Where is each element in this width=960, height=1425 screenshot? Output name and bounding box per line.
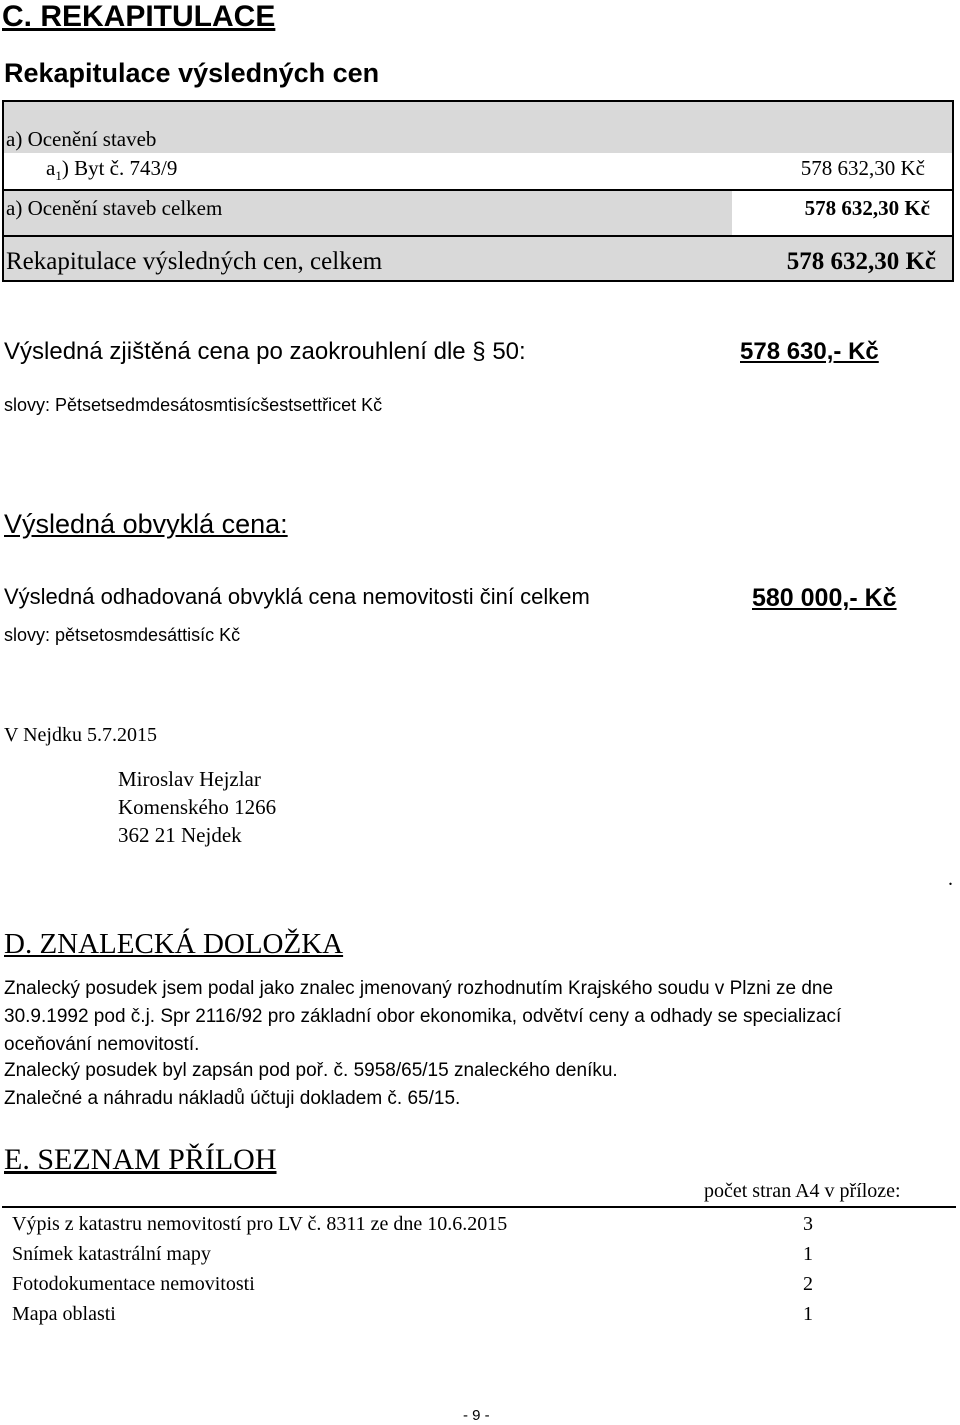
row-buildings-label: a) Ocenění staveb — [6, 127, 157, 151]
row-buildings-total-label: a) Ocenění staveb celkem — [6, 196, 223, 220]
attachment-name: Mapa oblasti — [12, 1303, 116, 1325]
attachment-pages-header: počet stran A4 v příloze: — [704, 1180, 901, 1202]
row-buildings-total-value: 578 632,30 Kč — [804, 196, 930, 220]
section-c-heading: C. REKAPITULACE — [2, 0, 276, 33]
recap-title: Rekapitulace výsledných cen — [4, 58, 380, 88]
clause-line: 30.9.1992 pod č.j. Spr 2116/92 pro základní obor ekonomika, odvětví ceny a odhady se specializací — [4, 1006, 842, 1027]
row-flat-value: 578 632,30 Kč — [800, 156, 925, 180]
clause-line: oceňování nemovitostí. — [4, 1034, 200, 1055]
row-flat-prefix: a — [46, 156, 56, 180]
clause-line: Znalecký posudek jsem podal jako znalec jmenovaný rozhodnutím Krajského soudu v Plzni ze dne — [4, 978, 834, 999]
attachment-header-rule — [2, 1206, 956, 1208]
row-flat-label — [46, 156, 177, 184]
rounded-price-value: 578 630,- Kč — [740, 338, 879, 365]
expert-street: Komenského 1266 — [118, 795, 277, 819]
rounded-price-label: Výsledná zjištěná cena po zaokrouhlení dle § 50: — [4, 338, 526, 365]
clause-line: Znalečné a náhradu nákladů účtuji dokladem č. 65/15. — [4, 1088, 461, 1109]
usual-price-words: slovy: pětsetosmdesáttisíc Kč — [4, 625, 241, 645]
expert-city: 362 21 Nejdek — [118, 823, 242, 847]
stray-dot: . — [948, 868, 953, 890]
attachment-name: Fotodokumentace nemovitosti — [12, 1273, 255, 1295]
place-date: V Nejdku 5.7.2015 — [4, 724, 157, 746]
attachment-pages: 2 — [803, 1273, 813, 1295]
attachment-pages: 1 — [803, 1303, 813, 1325]
row-flat-suffix: ) Byt č. 743/9 — [61, 156, 178, 180]
attachment-pages: 1 — [803, 1243, 813, 1265]
usual-price-value: 580 000,- Kč — [752, 584, 897, 612]
section-d-heading: D. ZNALECKÁ DOLOŽKA — [4, 928, 344, 960]
rounded-price-words: slovy: Pětsetsedmdesátosmtisícšestsettřicet Kč — [4, 395, 383, 415]
usual-price-heading: Výsledná obvyklá cena: — [4, 509, 288, 539]
row-flat-subscript: 1 — [55, 168, 62, 184]
section-e-heading: E. SEZNAM PŘÍLOH — [4, 1143, 277, 1176]
expert-name: Miroslav Hejzlar — [118, 767, 261, 791]
attachment-name: Snímek katastrální mapy — [12, 1243, 211, 1265]
page-number: - 9 - — [463, 1407, 490, 1424]
row-recap-total-value: 578 632,30 Kč — [786, 248, 936, 275]
clause-line: Znalecký posudek byl zapsán pod poř. č. 5958/65/15 znaleckého deníku. — [4, 1060, 618, 1081]
usual-price-label: Výsledná odhadovaná obvyklá cena nemovitosti činí celkem — [4, 584, 590, 609]
attachment-name: Výpis z katastru nemovitostí pro LV č. 8311 ze dne 10.6.2015 — [12, 1213, 508, 1235]
row-recap-total-label: Rekapitulace výsledných cen, celkem — [6, 248, 383, 275]
attachment-pages: 3 — [803, 1213, 813, 1235]
